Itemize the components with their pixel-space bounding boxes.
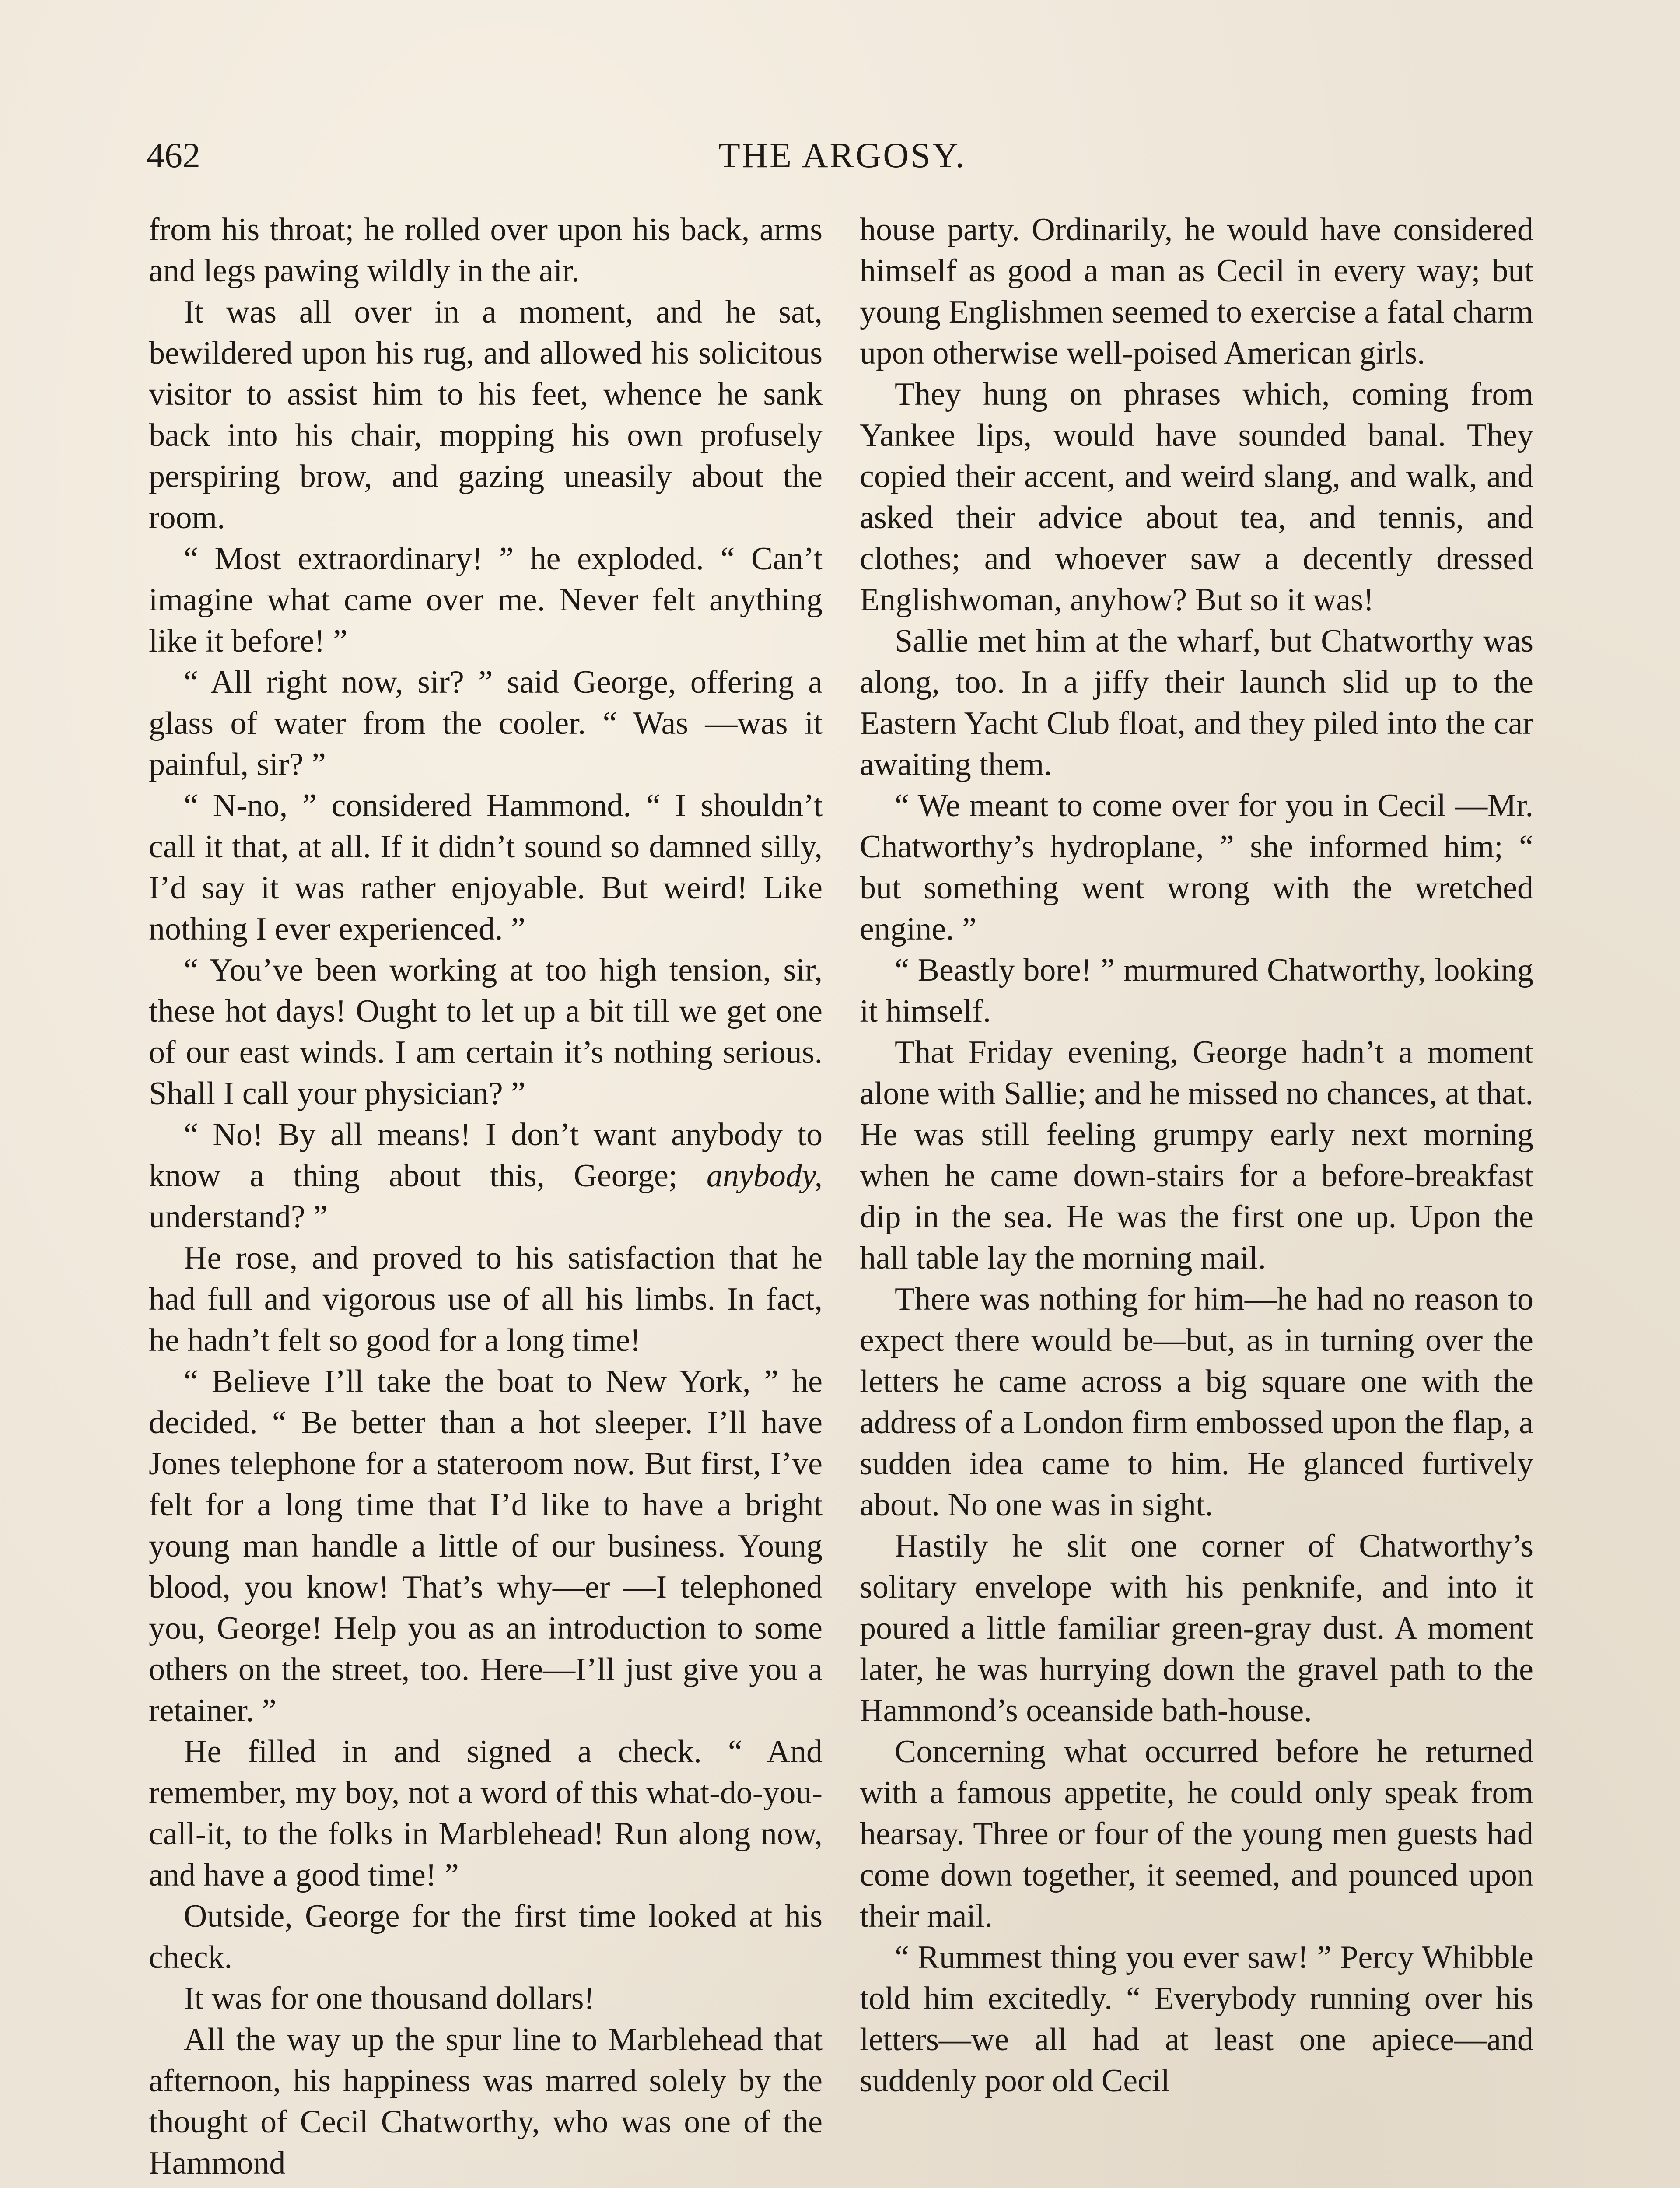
paragraph (149, 1114, 822, 1238)
paragraph: Concerning what occurred before he returned with a famous appetite, he could only speak from hearsay. Three or four of the young men guests had come down together, it seemed, and pounced upon their mail. (860, 1734, 1533, 1934)
paragraph: That Friday evening, George hadn’t a moment alone with Sallie; and he missed no chances, at that. He was still feeling grumpy early next morning when he came down-stairs for a before-breakfast dip in the sea. He was the first one up. Upon the hall table lay the morning mail. (860, 1034, 1533, 1276)
paragraph: house party. Ordinarily, he would have considered himself as good a man as Cecil in every way; but young Englishmen seemed to exercise a fatal charm upon otherwise well-poised American girls. (860, 212, 1533, 371)
paragraph: “ You’ve been working at too high tension, sir, these hot days! Ought to let up a bit till we get one of our east winds. I am certain it’s nothing serious. Shall I call your physician? ” (149, 952, 822, 1112)
page-number: 462 (147, 135, 200, 175)
left-column (149, 209, 822, 2184)
paragraph: Outside, George for the first time looked at his check. (149, 1898, 822, 1975)
magazine-title: THE ARGOSY. (718, 135, 966, 175)
paragraph: There was nothing for him—he had no reason to expect there would be—but, as in turning over the letters he came across a big square one with the address of a London firm embossed upon the flap, a sudden idea came to him. He glanced furtively about. No one was in sight. (860, 1281, 1533, 1523)
paragraph: He rose, and proved to his satisfaction that he had full and vigorous use of all his limbs. In fact, he hadn’t felt so good for a long time! (149, 1240, 822, 1358)
paragraph: “ N-no, ” considered Hammond. “ I shouldn’t call it that, at all. If it didn’t sound so damned silly, I’d say it was rather enjoyable. But weird! Like nothing I ever experienced. ” (149, 788, 822, 947)
paragraph-text: understand? ” (149, 1199, 328, 1235)
paragraph: “ Believe I’ll take the boat to New York, ” he decided. “ Be better than a hot sleeper. I’ll have Jones telephone for a stateroom now. But first, I’ve felt for a long time that I’d like to have a bright young man handle a little of our business. Young blood, you know! That’s why—er —I telephoned you, George! Help you as an introduction to some others on the street, too. Here—I’ll just give you a retainer. ” (149, 1364, 822, 1729)
paragraph: from his throat; he rolled over upon his back, arms and legs pawing wildly in the air. (149, 212, 822, 289)
paragraph: “ Rummest thing you ever saw! ” Percy Whibble told him excitedly. “ Everybody running over his letters—we all had at least one apiece—and suddenly poor old Cecil (860, 1939, 1533, 2099)
paragraph: Hastily he slit one corner of Chatworthy’s solitary envelope with his penknife, and into it poured a little familiar green-gray dust. A moment later, he was hurrying down the gravel path to the Hammond’s oceanside bath-house. (860, 1528, 1533, 1729)
paragraph: “ Most extraordinary! ” he exploded. “ Can’t imagine what came over me. Never felt anything like it before! ” (149, 541, 822, 659)
paragraph: “ Beastly bore! ” murmured Chatworthy, looking it himself. (860, 952, 1533, 1029)
paragraph: “ We meant to come over for you in Cecil —Mr. Chatworthy’s hydroplane, ” she informed him; “ but something went wrong with the wretched engine. ” (860, 788, 1533, 947)
paragraph-text: “ No! By all means! I don’t want anybody to know a thing about this, George; (149, 1117, 822, 1194)
running-head (147, 131, 1538, 179)
paragraph: It was all over in a moment, and he sat, bewildered upon his rug, and allowed his solicitous visitor to assist him to his feet, whence he sank back into his chair, mopping his own profusely perspiring brow, and gazing uneasily about the room. (149, 294, 822, 536)
paragraph: It was for one thousand dollars! (184, 1981, 595, 2016)
paragraph: All the way up the spur line to Marblehead that afternoon, his happiness was marred solely by the thought of Cecil Chatworthy, who was one of the Hammond (149, 2022, 822, 2181)
paragraph: They hung on phrases which, coming from Yankee lips, would have sounded banal. They copied their accent, and weird slang, and walk, and asked their advice about tea, and tennis, and clothes; and whoever saw a decently dressed Englishwoman, anyhow? But so it was! (860, 376, 1533, 618)
right-column (860, 209, 1533, 2101)
paragraph: He filled in and signed a check. “ And remember, my boy, not a word of this what-do-you-call-it, to the folks in Marblehead! Run along now, and have a good time! ” (149, 1734, 822, 1893)
paragraph: “ All right now, sir? ” said George, offering a glass of water from the cooler. “ Was —was it painful, sir? ” (149, 664, 822, 782)
italic-emphasis: anybody, (706, 1158, 822, 1194)
paragraph: Sallie met him at the wharf, but Chatworthy was along, too. In a jiffy their launch slid up to the Eastern Yacht Club float, and they piled into the car awaiting them. (860, 623, 1533, 782)
